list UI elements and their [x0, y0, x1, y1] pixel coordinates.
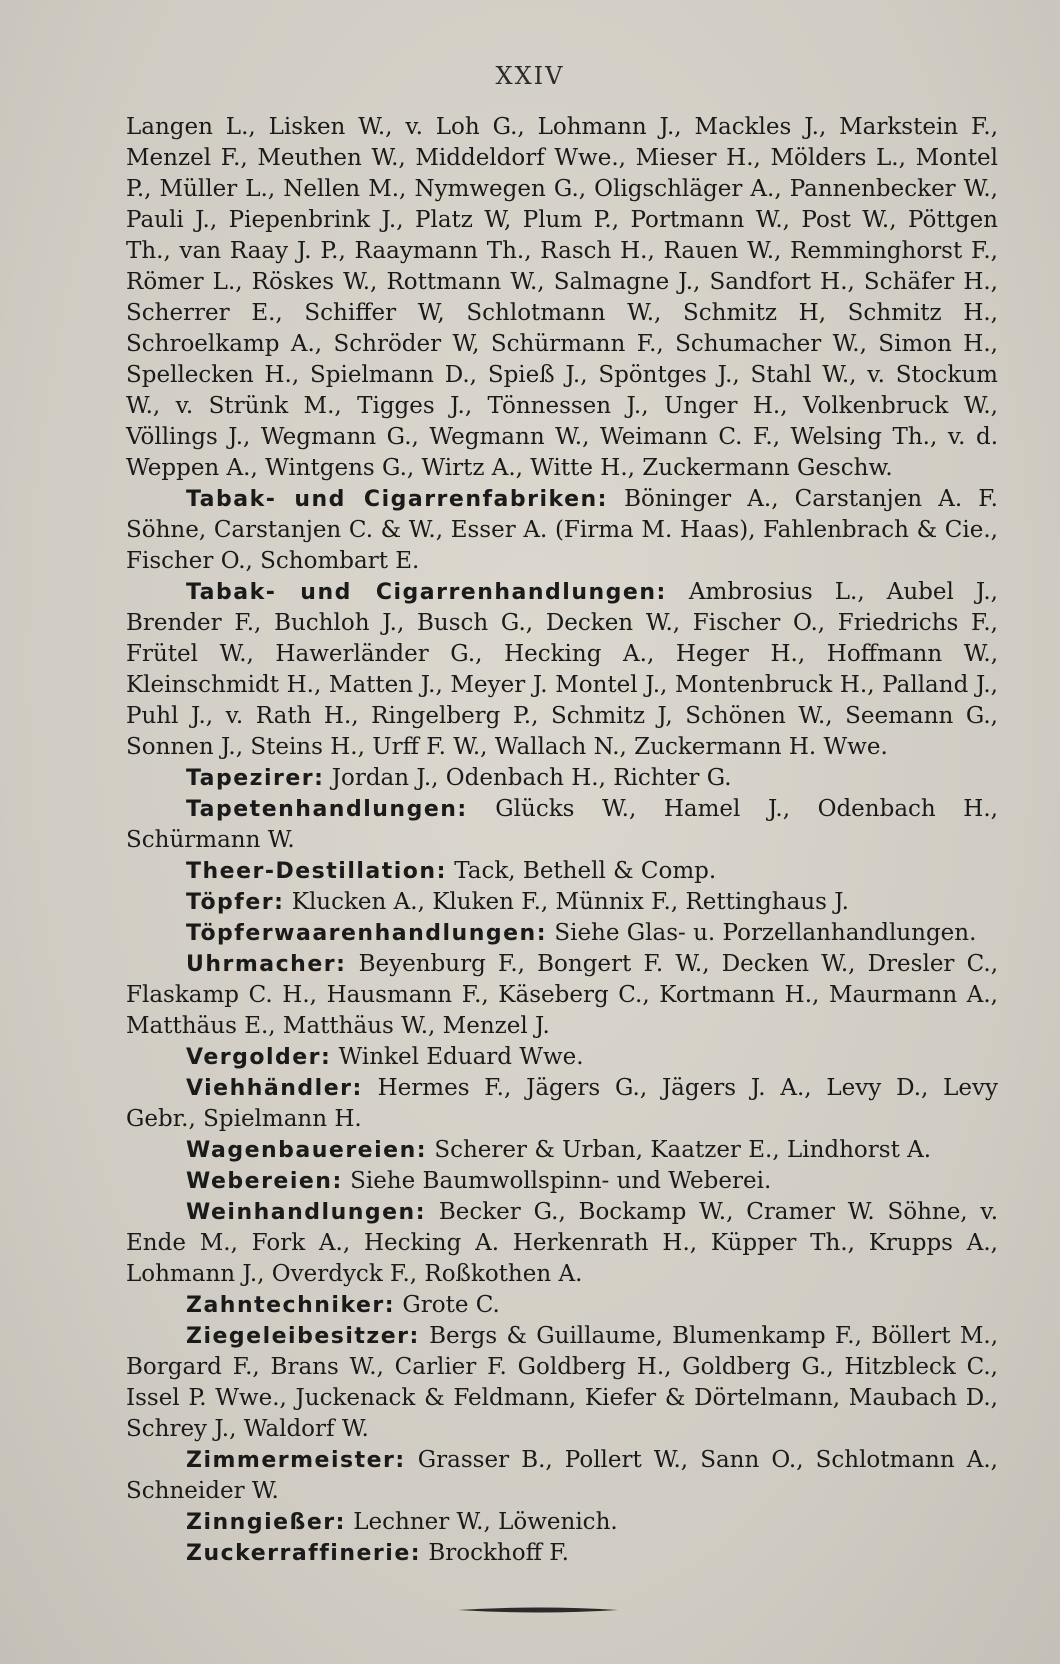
entry-heading: Webereien: — [186, 1169, 343, 1194]
entry-zahntechniker — [126, 1290, 998, 1321]
entry-text: Grasser B., Pollert W., Sann O., Schlotmann A., Schneider W. — [126, 1447, 998, 1504]
entry-toepferwaarenhandlungen — [126, 918, 998, 949]
page-number: XXIV — [495, 62, 565, 90]
entry-text: Siehe Glas- u. Porzellanhandlungen. — [554, 920, 977, 946]
entry-theer-destillation — [126, 856, 998, 887]
entry-text: Lechner W., Löwenich. — [353, 1509, 618, 1535]
entry-tabak-cigarrenfabriken — [126, 484, 998, 577]
entry-text: Beyenburg F., Bongert F. W., Decken W., Dresler C., Flaskamp C. H., Hausmann F., Käseberg C., Kortmann H., Maurmann A., Matthäus E., Matthäus W., Menzel J. — [126, 951, 999, 1039]
entry-heading: Ziegeleibesitzer: — [186, 1324, 420, 1349]
entry-uhrmacher — [126, 949, 998, 1042]
entry-heading: Zahntechniker: — [186, 1293, 396, 1318]
entry-wagenbauereien — [126, 1135, 998, 1166]
entry-tapetenhandlungen — [126, 794, 998, 856]
entry-text: Hermes F., Jägers G., Jägers J. A., Levy D., Levy Gebr., Spielmann H. — [126, 1075, 998, 1132]
entry-heading: Zimmermeister: — [186, 1448, 406, 1473]
entry-heading: Vergolder: — [186, 1045, 332, 1070]
continuation-paragraph: Langen L., Lisken W., v. Loh G., Lohmann J., Mackles J., Markstein F., Menzel F., Meuthen W., Middeldorf Wwe., Mieser H., Mölders L., Montel P., Müller L., Nellen M., Nymwegen G., Oligschläger A., Pannenbecker W., Pauli J., Piepenbrink J., Platz W, Plum P., Portmann W., Post W., Pöttgen Th., van Raay J. P., Raaymann Th., Rasch H., Rauen W., Remminghorst F., Römer L., Röskes W., Rottmann W., Salmagne J., Sandfort H., Schäfer H., Scherrer E., Schiffer W, Schlotmann W., Schmitz H, Schmitz H., Schroelkamp A., Schröder W, Schürmann F., Schumacher W., Simon H., Spellecken H., Spielmann D., Spieß J., Spöntges J., Stahl W., v. Stockum W., v. Strünk M., Tigges J., Tönnessen J., Unger H., Volkenbruck W., Völlings J., Wegmann G., Wegmann W., Weimann C. F., Welsing Th., v. d. Weppen A., Wintgens G., Wirtz A., Witte H., Zuckermann Geschw. — [126, 114, 998, 481]
entry-viehhaendler — [126, 1073, 998, 1135]
entry-text: Tack, Bethell & Comp. — [454, 858, 717, 884]
entry-heading: Weinhandlungen: — [186, 1200, 427, 1225]
entry-text: Bergs & Guillaume, Blumenkamp F., Böllert M., Borgard F., Brans W., Carlier F. Goldberg H., Goldberg G., Hitzbleck C., Issel P. Wwe., Juckenack & Feldmann, Kiefer & Dörtelmann, Maubach D., Schrey J., Waldorf W. — [126, 1323, 999, 1442]
entry-tabak-cigarrenhandlungen — [126, 577, 998, 763]
entry-text: Glücks W., Hamel J., Odenbach H., Schürmann W. — [126, 796, 998, 853]
entry-text: Brockhoff F. — [428, 1540, 569, 1566]
entry-text: Böninger A., Carstanjen A. F. Söhne, Carstanjen C. & W., Esser A. (Firma M. Haas), Fahlenbrach & Cie., Fischer O., Schombart E. — [126, 486, 998, 574]
entry-text: Klucken A., Kluken F., Münnix F., Rettinghaus J. — [291, 889, 849, 915]
entry-webereien — [126, 1166, 998, 1197]
entry-heading: Töpfer: — [186, 890, 285, 915]
entry-text: Jordan J., Odenbach H., Richter G. — [331, 765, 732, 791]
entry-toepfer — [126, 887, 998, 918]
entry-zuckerraffinerie — [126, 1538, 998, 1569]
entry-vergolder — [126, 1042, 998, 1073]
entry-text: Scherer & Urban, Kaatzer E., Lindhorst A. — [434, 1137, 932, 1163]
entry-tapezirer — [126, 763, 998, 794]
entry-text: Ambrosius L., Aubel J., Brender F., Buchloh J., Busch G., Decken W., Fischer O., Friedrichs F., Frütel W., Hawerländer G., Hecking A., Heger H., Hoffmann W., Kleinschmidt H., Matten J., Meyer J. Montel J., Montenbruck H., Palland J., Puhl J., v. Rath H., Ringelberg P., Schmitz J, Schönen W., Seemann G., Sonnen J., Steins H., Urff F. W., Wallach N., Zuckermann H. Wwe. — [126, 579, 998, 760]
entry-heading: Tapetenhandlungen: — [186, 797, 468, 822]
entry-text: Winkel Eduard Wwe. — [338, 1044, 584, 1070]
entry-heading: Uhrmacher: — [186, 952, 347, 977]
entry-weinhandlungen — [126, 1197, 998, 1290]
closing-rule — [458, 1606, 618, 1614]
entry-text: Siehe Baumwollspinn- und Weberei. — [350, 1168, 772, 1194]
entry-heading: Töpferwaarenhandlungen: — [186, 921, 548, 946]
entry-zimmermeister — [126, 1445, 998, 1507]
directory-listing — [126, 112, 998, 1569]
entry-heading: Zuckerraffinerie: — [186, 1541, 422, 1566]
entry-heading: Tabak- und Cigarrenfabriken: — [186, 487, 608, 512]
entry-ziegeleibesitzer — [126, 1321, 998, 1445]
entry-heading: Viehhändler: — [186, 1076, 363, 1101]
entry-heading: Zinngießer: — [186, 1510, 346, 1535]
entry-heading: Wagenbauereien: — [186, 1138, 428, 1163]
entry-zinngiesser — [126, 1507, 998, 1538]
entry-text: Becker G., Bockamp W., Cramer W. Söhne, v. Ende M., Fork A., Hecking A. Herkenrath H., Küpper Th., Krupps A., Lohmann J., Overdyck F., Roßkothen A. — [126, 1199, 998, 1287]
entry-heading: Tapezirer: — [186, 766, 325, 791]
entry-text: Grote C. — [402, 1292, 500, 1318]
entry-heading: Theer-Destillation: — [186, 859, 447, 884]
entry-heading: Tabak- und Cigarrenhandlungen: — [186, 580, 667, 605]
